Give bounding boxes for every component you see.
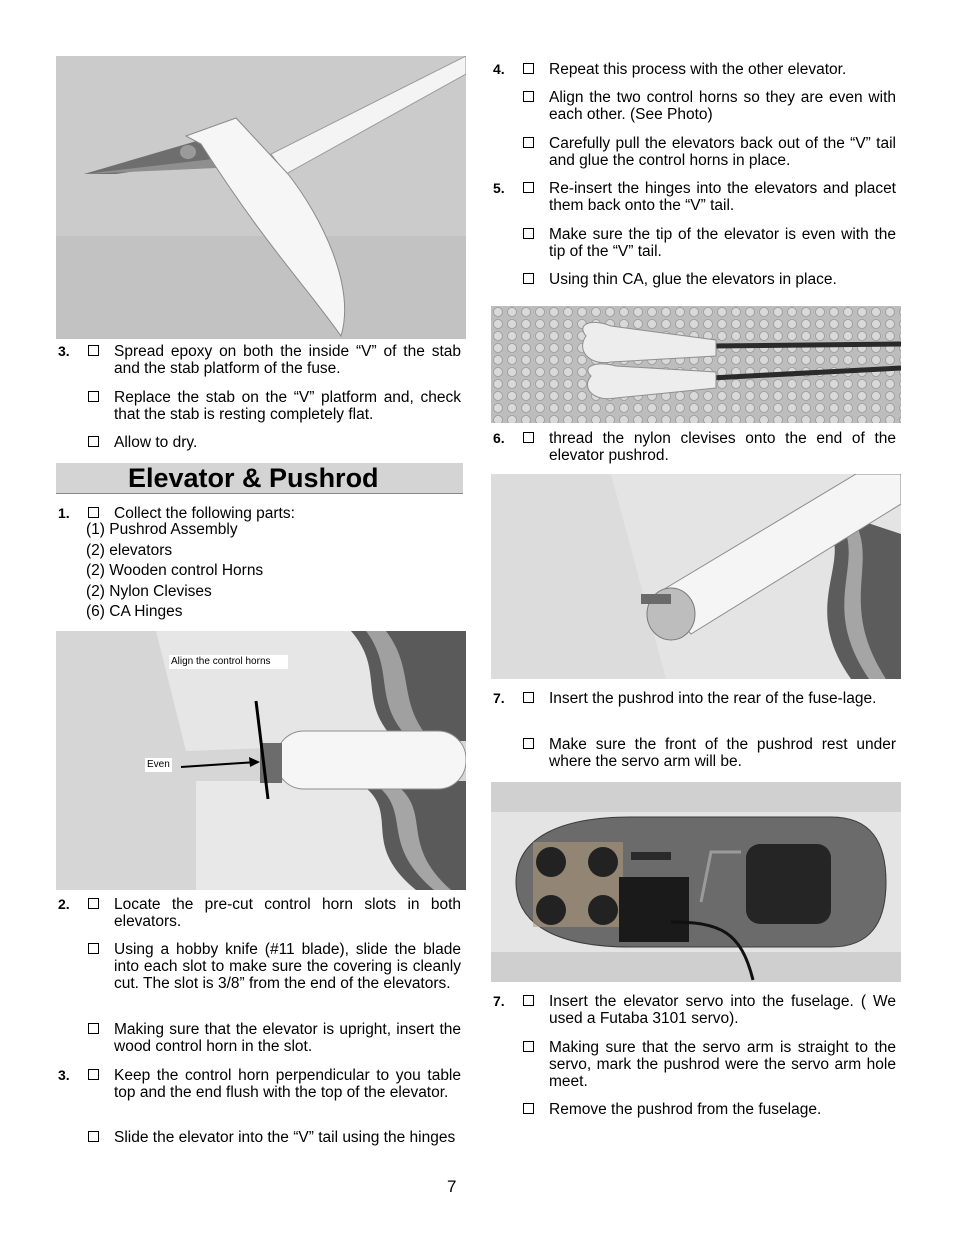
list-item: (2) elevators [86, 541, 173, 559]
step-number: 6. [493, 430, 505, 446]
step-text: Remove the pushrod from the fuselage. [549, 1101, 822, 1118]
checkbox[interactable] [88, 1131, 99, 1142]
step-number: 5. [493, 180, 505, 196]
photo-align-control-horns [56, 631, 466, 890]
checkbox[interactable] [523, 1103, 534, 1114]
step-glue-horns [493, 135, 897, 175]
step-text: Locate the pre-cut control horn slots in both elevators. [114, 896, 461, 930]
step-align-horns [493, 89, 897, 129]
checkbox[interactable] [88, 507, 99, 518]
step-number: 7. [493, 690, 505, 706]
checkbox[interactable] [523, 63, 534, 74]
step-text: Insert the elevator servo into the fuselage. ( We used a Futaba 3101 servo). [549, 993, 896, 1027]
step-tip-even [493, 226, 897, 266]
section-header [56, 463, 463, 494]
step-text: Carefully pull the elevators back out of the “V” tail and glue the control horns in place. [549, 135, 896, 169]
step-number: 3. [58, 1067, 70, 1083]
parts-list [86, 520, 263, 623]
step-2-locate-slots [58, 896, 463, 936]
step-3-spread-epoxy [58, 343, 463, 383]
callout-even: Even [147, 759, 170, 770]
step-7-insert-pushrod [493, 690, 897, 730]
step-hobby-knife [58, 941, 463, 1013]
photo-v-tail-stab [56, 56, 466, 339]
step-text: Make sure the front of the pushrod rest under where the servo arm will be. [549, 736, 896, 770]
step-text: Allow to dry. [114, 434, 198, 451]
step-number: 4. [493, 61, 505, 77]
photo-pushrod-rear-fuselage [491, 474, 901, 679]
checkbox[interactable] [523, 273, 534, 284]
photo-nylon-clevises [491, 306, 901, 423]
step-slide-elevator [58, 1129, 463, 1169]
checkbox[interactable] [523, 1041, 534, 1052]
step-replace-stab [58, 389, 463, 429]
section-title: Elevator & Pushrod [128, 463, 379, 493]
step-7-insert-servo [493, 993, 897, 1033]
step-text: Using a hobby knife (#11 blade), slide the blade into each slot to make sure the covering is cleanly cut. The slot is 3/8” from the end of the elevators. [114, 941, 461, 992]
step-3-perpendicular [58, 1067, 463, 1123]
step-remove-pushrod [493, 1101, 897, 1121]
step-text: Spread epoxy on both the inside “V” of the stab and the stab platform of the fuse. [114, 343, 461, 377]
step-insert-horn [58, 1021, 463, 1061]
list-item: (6) CA Hinges [86, 603, 183, 620]
step-text: Slide the elevator into the “V” tail using the hinges [114, 1129, 456, 1146]
step-4-repeat [493, 61, 897, 81]
checkbox[interactable] [523, 182, 534, 193]
callout-align-horns: Align the control horns [169, 655, 288, 669]
step-text: Using thin CA, glue the elevators in place. [549, 271, 837, 288]
checkbox[interactable] [88, 898, 99, 909]
step-5-reinsert [493, 180, 897, 220]
checkbox[interactable] [523, 228, 534, 239]
checkbox[interactable] [523, 995, 534, 1006]
step-text: thread the nylon clevises onto the end of the elevator pushrod. [549, 430, 896, 464]
step-text: Repeat this process with the other elevator. [549, 61, 847, 78]
step-allow-dry [58, 434, 463, 454]
step-mark-pushrod [493, 1039, 897, 1095]
step-number: 3. [58, 343, 70, 359]
list-item: (2) Wooden control Horns [86, 562, 264, 579]
step-text: Make sure the tip of the elevator is even with the tip of the “V” tail. [549, 226, 896, 260]
checkbox[interactable] [88, 391, 99, 402]
checkbox[interactable] [88, 1023, 99, 1034]
step-text: Align the two control horns so they are even with each other. (See Photo) [549, 89, 896, 123]
page-number: 7 [447, 1177, 457, 1196]
step-number: 2. [58, 896, 70, 912]
step-number: 7. [493, 993, 505, 1009]
step-6-thread-clevises [493, 430, 897, 470]
step-pushrod-under-servo [493, 736, 897, 776]
checkbox[interactable] [88, 1069, 99, 1080]
step-text: Making sure that the servo arm is straight to the servo, mark the pushrod were the servo arm hole meet. [549, 1039, 896, 1090]
checkbox[interactable] [523, 738, 534, 749]
step-text: Keep the control horn perpendicular to you table top and the end flush with the top of the elevator. [114, 1067, 461, 1101]
photo-servo-in-fuselage [491, 782, 901, 982]
checkbox[interactable] [523, 137, 534, 148]
checkbox[interactable] [523, 91, 534, 102]
step-number: 1. [58, 505, 70, 521]
step-thin-ca [493, 271, 897, 291]
checkbox[interactable] [88, 436, 99, 447]
list-item: (2) Nylon Clevises [86, 582, 212, 600]
step-text: Re-insert the hinges into the elevators and placet them back onto the “V” tail. [549, 180, 896, 214]
step-text: Collect the following parts: [114, 505, 295, 522]
step-text: Replace the stab on the “V” platform and, check that the stab is resting completely flat. [114, 389, 461, 423]
step-text: Insert the pushrod into the rear of the fuse-lage. [549, 690, 877, 707]
checkbox[interactable] [523, 692, 534, 703]
checkbox[interactable] [88, 345, 99, 356]
checkbox[interactable] [523, 432, 534, 443]
checkbox[interactable] [88, 943, 99, 954]
list-item: (1) Pushrod Assembly [86, 521, 238, 538]
step-text: Making sure that the elevator is upright, insert the wood control horn in the slot. [114, 1021, 461, 1055]
